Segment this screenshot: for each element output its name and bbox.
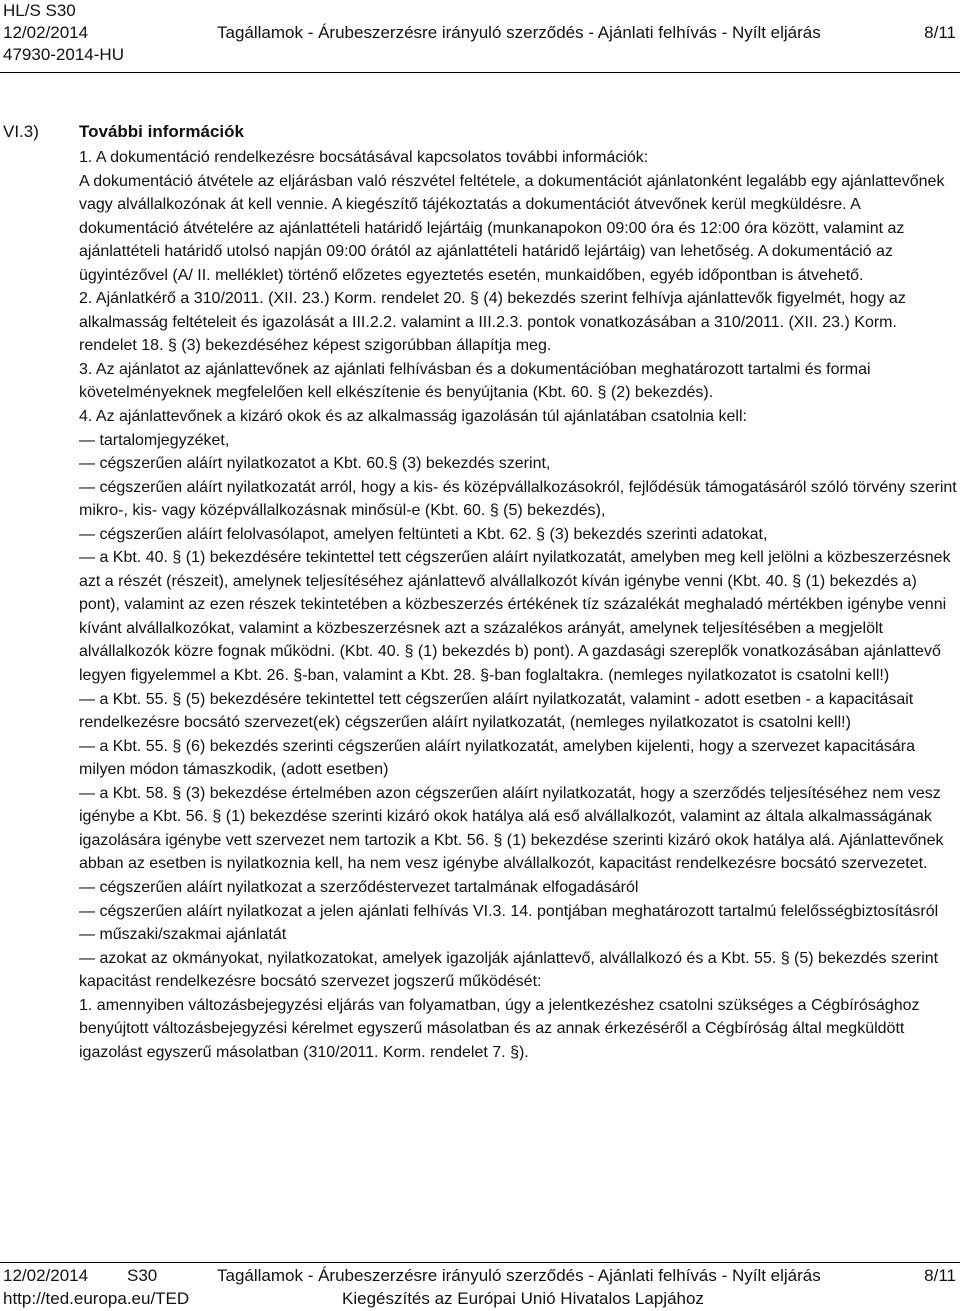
list-item: — cégszerűen aláírt nyilatkozat a jelen ajánlati felhívás VI.3. 14. pontjában meghatározott tartalmú felelősségbiztosításról xyxy=(79,902,939,920)
section-title: További információk xyxy=(79,122,244,141)
header-notice-id: 47930-2014-HU xyxy=(3,45,124,64)
header-title: Tagállamok - Árubeszerzésre irányuló szerződés - Ajánlati felhívás - Nyílt eljárás xyxy=(217,23,821,42)
list-item: — cégszerűen aláírt nyilatkozat a szerződéstervezet tartalmának elfogadásáról xyxy=(79,878,639,896)
header-divider xyxy=(0,72,960,73)
footer-title: Tagállamok - Árubeszerzésre irányuló szerződés - Ajánlati felhívás - Nyílt eljárás xyxy=(217,1266,821,1285)
page-footer xyxy=(0,1265,960,1311)
list-item: — cégszerűen aláírt nyilatkozatot a Kbt. 60.§ (3) bekezdés szerint, xyxy=(79,455,551,473)
list-item: — a Kbt. 55. § (5) bekezdésére tekintettel tett cégszerűen aláírt nyilatkozatát, valamint - adott esetben - a kapacitásait rendelkezésre bocsátó szervezet(ek) cégszerűen aláírt nyilatkozatát, (nemleges nyilatkozatot is csatolni kell!) xyxy=(79,690,914,732)
footer-row-2 xyxy=(0,1288,960,1310)
header-row-1 xyxy=(0,0,960,22)
footer-row-1 xyxy=(0,1265,960,1287)
page-header xyxy=(0,0,960,72)
header-date: 12/02/2014 xyxy=(3,23,89,42)
header-page-number: 8/11 xyxy=(924,23,956,42)
footer-date: 12/02/2014 xyxy=(3,1266,89,1285)
list-item: — tartalomjegyzéket, xyxy=(79,431,230,449)
list-item: — cégszerűen aláírt nyilatkozatát arról, hogy a kis- és középvállalkozásokról, fejlődésük támogatásáról szóló törvény szerint mikro-, kis- vagy középvállalkozásnak minősül-e (Kbt. 60. § (5) bekezdés), xyxy=(79,478,957,520)
paragraph: A dokumentáció átvétele az eljárásban való részvétel feltétele, a dokumentációt ajánlatonként legalább egy ajánlattevőnek vagy alvállalkozónak át kell vennie. A kiegészítő tájékoztatás a dokumentációt átvevőnek kerül megküldésre. A dokumentáció átvételére az ajánlattételi határidő lejártáig (munkanapokon 09:00 óra és 12:00 óra között, valamint az ajánlattételi határidő utolsó napján 09:00 órától az ajánlattételi határidő lejártáig) van lehetőség. A dokumentáció az ügyintézővel (A/ II. melléklet) történő előzetes egyeztetés esetén, munkaidőben, egyéb időpontban is átvehető. xyxy=(79,172,945,284)
list-item: — műszaki/szakmai ajánlatát xyxy=(79,926,287,944)
paragraph: 3. Az ajánlatot az ajánlattevőnek az ajánlati felhívásban és a dokumentációban meghatározott tartalmi és formai követelményeknek megfelelően kell elkészítenie és benyújtania (Kbt. 60. § (2) bekezdés). xyxy=(79,360,871,402)
footer-series: S30 xyxy=(127,1266,158,1285)
footer-page-number: 8/11 xyxy=(924,1266,956,1285)
list-item: — a Kbt. 55. § (6) bekezdés szerinti cégszerűen aláírt nyilatkozatát, amelyben kijelenti, hogy a szervezet kapacitására milyen módon támaszkodik, (adott esetben) xyxy=(79,737,915,779)
header-row-3 xyxy=(0,44,960,66)
list-item: — a Kbt. 58. § (3) bekezdése értelmében azon cégszerűen aláírt nyilatkozatát, hogy a szerződés teljesítéséhez nem vesz igénybe a Kbt. 56. § (1) bekezdése szerinti kizáró okok hatálya alá eső alvállalkozót, valamint az általa alkalmasságának igazolására igénybe vett szervezet nem tartozik a Kbt. 56. § (1) bekezdése szerinti kizáró okok hatálya alá. Ajánlattevőnek abban az esetben is nyilatkoznia kell, ha nem vesz igénybe alvállalkozót, kapacitást rendelkezésre bocsátó szervezetet. xyxy=(79,784,944,873)
footer-publication: Kiegészítés az Európai Unió Hivatalos Lapjához xyxy=(342,1289,704,1308)
header-series: HL/S S30 xyxy=(3,1,76,20)
list-item: — a Kbt. 40. § (1) bekezdésére tekintettel tett cégszerűen aláírt nyilatkozatát, amelyben meg kell jelölni a közbeszerzésnek azt a részét (részeit), amelynek teljesítéséhez ajánlattevő alvállalkozót kíván igénybe venni (Kbt. 40. § (1) bekezdés a) pont), valamint az ezen részek tekintetében a közbeszerzés értékének tíz százalékát meghaladó mértékben igénybe venni kívánt alvállalkozókat, valamint a közbeszerzésnek azt a százalékos arányát, amelynek teljesítésében a megjelölt alvállalkozók közre fognak működni. (Kbt. 40. § (1) bekezdés b) pont). A gazdasági szereplők vonatkozásában ajánlattevő legyen figyelemmel a Kbt. 26. §-ban, valamint a Kbt. 28. §-ban foglaltakra. (nemleges nyilatkozatot is csatolni kell!) xyxy=(79,549,951,685)
paragraph: 2. Ajánlatkérő a 310/2011. (XII. 23.) Korm. rendelet 20. § (4) bekezdés szerint felhívja ajánlattevők figyelmét, hogy az alkalmasság feltételeit és igazolását a III.2.2. valamint a III.2.3. pontok vonatkozásában a 310/2011. (XII. 23.) Korm. rendelet 18. § (3) bekezdéséhez képest szigorúbban állapítja meg. xyxy=(79,290,906,355)
list-item: — cégszerűen aláírt felolvasólapot, amelyen feltünteti a Kbt. 62. § (3) bekezdés szerinti adatokat, xyxy=(79,525,768,543)
list-item: — azokat az okmányokat, nyilatkozatokat, amelyek igazolják ajánlattevő, alvállalkozó és a Kbt. 55. § (5) bekezdés szerint kapacitást rendelkezésre bocsátó szervezet jogszerű működését: xyxy=(79,949,939,991)
paragraph: 4. Az ajánlattevőnek a kizáró okok és az alkalmasság igazolásán túl ajánlatában csatolnia kell: xyxy=(79,408,747,426)
paragraph: 1. amennyiben változásbejegyzési eljárás van folyamatban, úgy a jelentkezéshez csatolni szükséges a Cégbírósághoz benyújtott változásbejegyzési kérelmet egyszerű másolatban és az annak érkezéséről a Cégbíróság által megküldött igazolást egyszerű másolatban (310/2011. Korm. rendelet 7. §). xyxy=(79,996,920,1061)
footer-url: http://ted.europa.eu/TED xyxy=(3,1289,190,1308)
footer-divider xyxy=(0,1262,960,1263)
paragraph: 1. A dokumentáció rendelkezésre bocsátásával kapcsolatos további információk: xyxy=(79,149,649,166)
header-row-2 xyxy=(0,22,960,44)
section-number: VI.3) xyxy=(3,122,39,141)
section-content xyxy=(79,121,957,1064)
